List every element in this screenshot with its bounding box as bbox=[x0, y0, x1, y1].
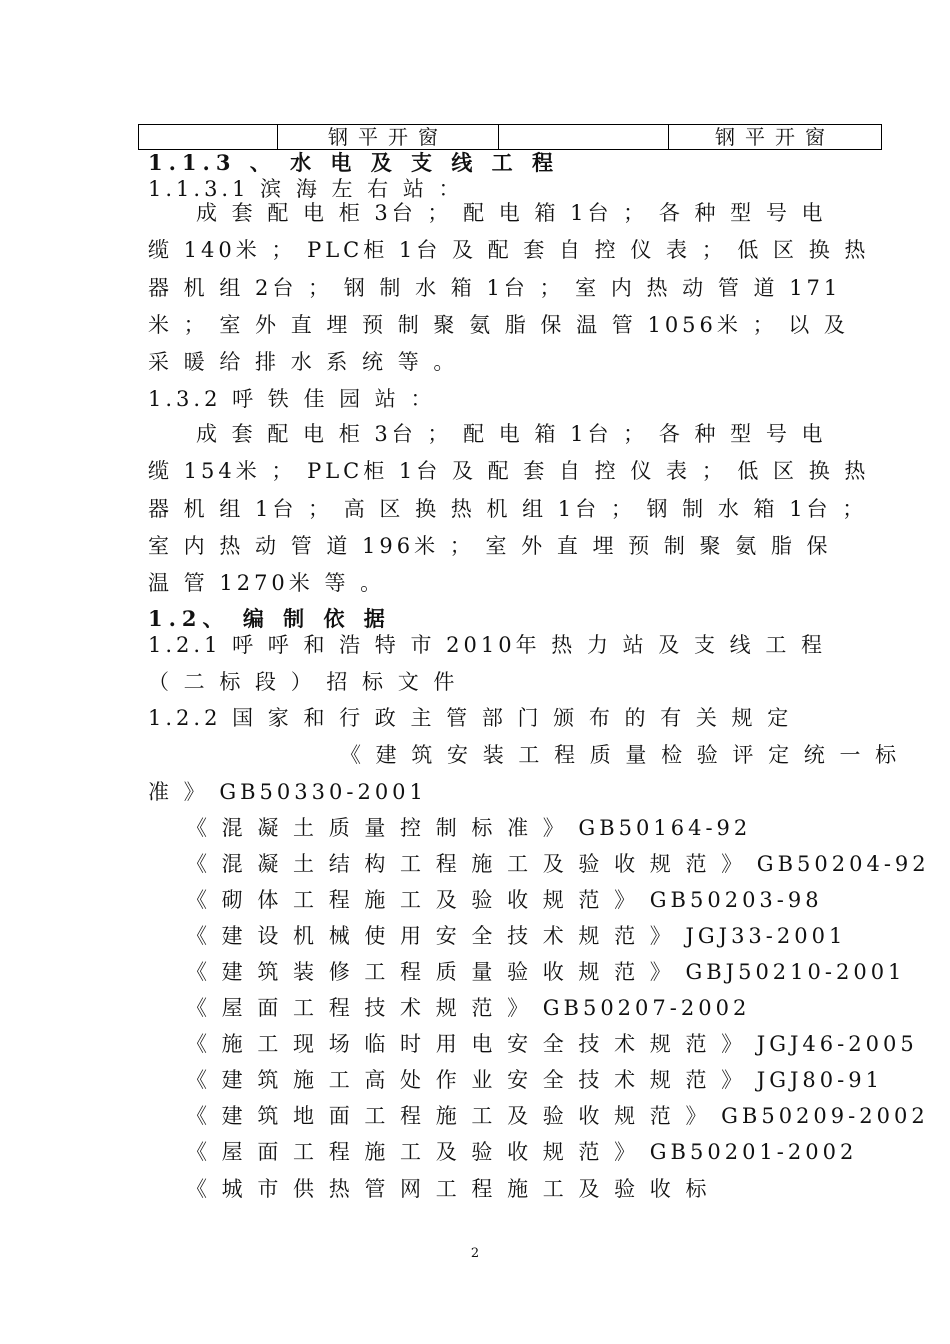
standard-item: 《 施 工 现 场 临 时 用 电 安 全 技 术 规 范 》 JGJ46-2005 bbox=[186, 1032, 918, 1056]
paragraph-line: 器 机 组 1台 ； 高 区 换 热 机 组 1台 ； 钢 制 水 箱 1台 ； bbox=[148, 497, 868, 521]
section-heading-1-3-2: 1.3.2 呼 铁 佳 园 站 ： bbox=[148, 387, 436, 411]
paragraph-line: 采 暖 给 排 水 系 统 等 。 bbox=[148, 350, 459, 374]
paragraph-line: 成 套 配 电 柜 3台 ； 配 电 箱 1台 ； 各 种 型 号 电 bbox=[196, 201, 827, 225]
standard-item: 《 建 筑 施 工 高 处 作 业 安 全 技 术 规 范 》 JGJ80-91 bbox=[186, 1068, 883, 1092]
standard-item: 《 建 设 机 械 使 用 安 全 技 术 规 范 》 JGJ33-2001 bbox=[186, 924, 847, 948]
standard-item: 《 混 凝 土 质 量 控 制 标 准 》 GB50164-92 bbox=[186, 816, 752, 840]
table-cell: 钢平开窗 bbox=[669, 125, 882, 150]
section-heading-1-1-3: 1.1.3 、 水 电 及 支 线 工 程 bbox=[148, 150, 559, 175]
paragraph-line: 器 机 组 2台 ； 钢 制 水 箱 1台 ； 室 内 热 动 管 道 171 bbox=[148, 276, 842, 300]
paragraph-line: 室 内 热 动 管 道 196米 ； 室 外 直 埋 预 制 聚 氨 脂 保 bbox=[148, 534, 832, 558]
paragraph-line: 米 ； 室 外 直 埋 预 制 聚 氨 脂 保 温 管 1056米 ； 以 及 bbox=[148, 313, 849, 337]
page-number: 2 bbox=[470, 1246, 480, 1261]
section-heading-1-1-3-1: 1.1.3.1 滨 海 左 右 站 ： bbox=[148, 177, 464, 201]
table-row bbox=[139, 125, 882, 150]
section-heading-1-2-2: 1.2.2 国 家 和 行 政 主 管 部 门 颁 布 的 有 关 规 定 bbox=[148, 706, 793, 730]
paragraph-line: 1.2.1 呼 呼 和 浩 特 市 2010年 热 力 站 及 支 线 工 程 bbox=[148, 633, 827, 657]
standard-item: 《 城 市 供 热 管 网 工 程 施 工 及 验 收 标 bbox=[186, 1177, 711, 1201]
standard-item: 《 混 凝 土 结 构 工 程 施 工 及 验 收 规 范 》 GB50204-92 bbox=[186, 852, 930, 876]
paragraph-line: 成 套 配 电 柜 3台 ； 配 电 箱 1台 ； 各 种 型 号 电 bbox=[196, 422, 827, 446]
standard-item: 《 建 筑 安 装 工 程 质 量 检 验 评 定 统 一 标 bbox=[340, 743, 901, 767]
window-table bbox=[138, 124, 882, 150]
table-cell bbox=[139, 125, 278, 150]
paragraph-line: 缆 154米 ； PLC柜 1台 及 配 套 自 控 仪 表 ； 低 区 换 热 bbox=[148, 459, 870, 483]
standard-item: 准 》 GB50330-2001 bbox=[148, 780, 427, 804]
standard-item: 《 屋 面 工 程 施 工 及 验 收 规 范 》 GB50201-2002 bbox=[186, 1140, 858, 1164]
paragraph-line: 缆 140米 ； PLC柜 1台 及 配 套 自 控 仪 表 ； 低 区 换 热 bbox=[148, 238, 870, 262]
section-heading-1-2: 1.2、 编 制 依 据 bbox=[148, 606, 391, 631]
standard-item: 《 建 筑 地 面 工 程 施 工 及 验 收 规 范 》 GB50209-2002 bbox=[186, 1104, 929, 1128]
standard-item: 《 建 筑 装 修 工 程 质 量 验 收 规 范 》 GBJ50210-2001 bbox=[186, 960, 906, 984]
standard-item: 《 砌 体 工 程 施 工 及 验 收 规 范 》 GB50203-98 bbox=[186, 888, 823, 912]
table-cell bbox=[499, 125, 669, 150]
table-cell: 钢平开窗 bbox=[278, 125, 499, 150]
paragraph-line: （ 二 标 段 ） 招 标 文 件 bbox=[148, 670, 459, 694]
standard-item: 《 屋 面 工 程 技 术 规 范 》 GB50207-2002 bbox=[186, 996, 751, 1020]
paragraph-line: 温 管 1270米 等 。 bbox=[148, 571, 386, 595]
